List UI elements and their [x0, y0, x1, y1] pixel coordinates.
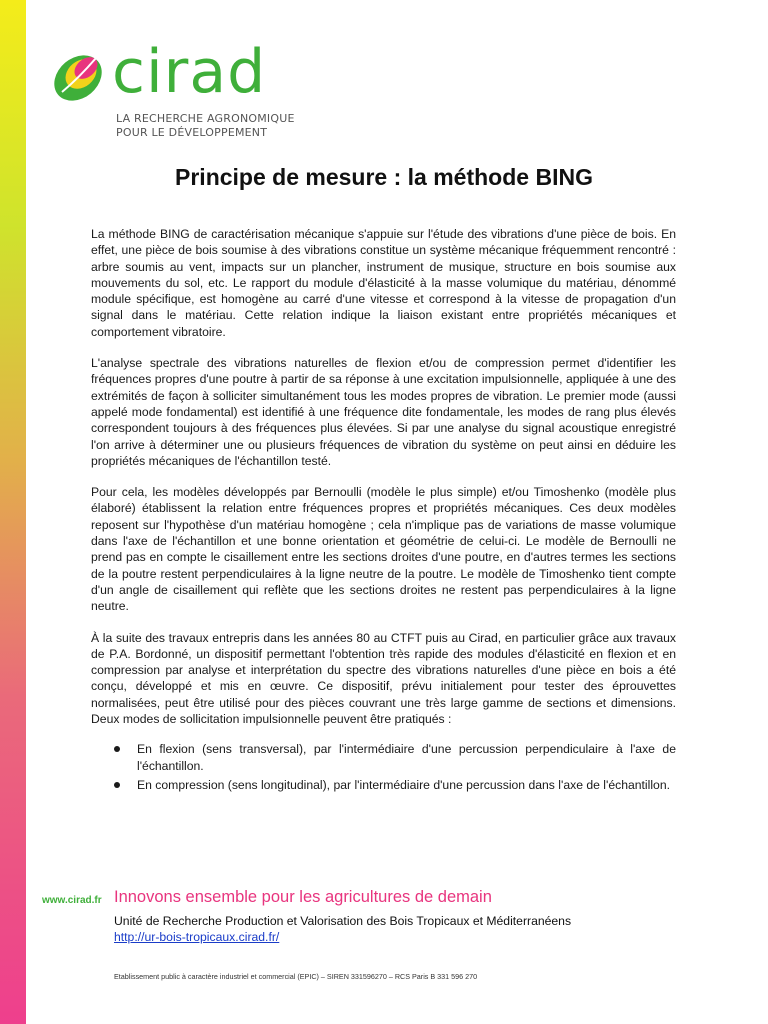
brand-tagline	[116, 112, 316, 140]
cirad-logo	[48, 37, 308, 142]
list-item-text: En flexion (sens transversal), par l'intermédiaire d'une percussion perpendiculaire à l'axe de l'échantillon.	[137, 742, 676, 773]
footer-slogan: Innovons ensemble pour les agricultures de demain	[114, 888, 492, 906]
brand-tagline-line2: POUR LE DÉVELOPPEMENT	[116, 126, 268, 139]
paragraph-history: À la suite des travaux entrepris dans les années 80 au CTFT puis au Cirad, en particulier grâce aux travaux de P.A. Bordonné, un dispositif permettant l'obtention très rapide des modules d'élasticité en flexion et en compression par analyse et interprétation du spectre des vibrations naturelles d'une pièce en bois a été conçu, développé et mis en œuvre. Ce dispositif, prévu initialement pour tester des éprouvettes normalisées, peut être utilisé pour des pièces couvrant une très large gamme de sections et dimensions. Deux modes de sollicitation impulsionnelle peuvent être pratiqués :	[91, 630, 676, 727]
decorative-gradient-bar	[0, 0, 26, 1024]
list-item	[91, 741, 676, 774]
unit-website-link[interactable]: http://ur-bois-tropicaux.cirad.fr/	[114, 930, 280, 944]
paragraph-models: Pour cela, les modèles développés par Bernoulli (modèle le plus simple) et/ou Timoshenko (modèle plus élaboré) établissent la relation entre fréquences propres et propriétés mécaniques. Ces deux modèles reposent sur l'hypothèse d'un matériau homogène ; cela n'implique pas de variations de masse volumique dans l'axe de l'échantillon et une bonne orientation et géométrie de celui-ci. Le modèle de Bernoulli ne prend pas en compte le cisaillement entre les sections droites d'une poutre, en d'autres termes les sections de la poutre restent perpendiculaires à la ligne neutre de la poutre. Le modèle de Timoshenko tient compte d'un angle de cisaillement qui reflète que les sections droites ne restent pas perpendiculaires à la ligne neutre.	[91, 485, 676, 614]
cirad-leaf-icon	[48, 48, 108, 108]
paragraph-spectral-analysis: L'analyse spectrale des vibrations naturelles de flexion et/ou de compression permet d'identifier les fréquences propres d'une poutre à partir de sa réponse à une excitation impulsionnelle, appliquée à une des extrémités de façon à solliciter simultanément tous les modes propres de vibration. Le premier mode (aussi appelé mode fondamental) est identifié à une fréquence dite fondamentale, les modes de rang plus élevés correspondent toujours à des fréquences plus élevées. Si par une analyse du signal acoustique enregistré l'on arrive à déterminer une ou plusieurs fréquences de vibration du système on peut ainsi en déduire les propriétés mécaniques de l'échantillon testé.	[91, 356, 676, 468]
footer-unit-name: Unité de Recherche Production et Valorisation des Bois Tropicaux et Méditerranéens	[114, 914, 572, 928]
solicitation-modes-list	[91, 741, 676, 793]
footer-legal-notice: Etablissement public à caractère industriel et commercial (EPIC) – SIREN 331596270 – RCS Paris B 331 596 270	[114, 972, 478, 981]
page-title: Principe de mesure : la méthode BING	[175, 164, 593, 190]
list-item-text: En compression (sens longitudinal), par l'intermédiaire d'une percussion dans l'axe de l'échantillon.	[137, 777, 670, 792]
list-item	[91, 777, 676, 793]
bullet-icon	[114, 782, 120, 788]
footer-site: www.cirad.fr	[42, 895, 102, 906]
document-body	[91, 226, 676, 796]
paragraph-intro: La méthode BING de caractérisation mécanique s'appuie sur l'étude des vibrations d'une pièce de bois. En effet, une pièce de bois soumise à des vibrations constitue un système mécanique fréquemment rencontré : arbre soumis au vent, impacts sur un plancher, instrument de musique, structure en bois soumise aux mouvements du sol, etc. Le rapport du module d'élasticité à la masse volumique du matériau, dénommé module spécifique, est homogène au carré d'une vitesse et correspond à la vitesse de propagation d'un signal dans le matériau. Cette relation indique la liaison existant entre propriétés mécaniques et comportement vibratoire.	[91, 227, 676, 339]
bullet-icon	[114, 746, 120, 752]
brand-name: cirad	[112, 37, 267, 107]
brand-tagline-line1: LA RECHERCHE AGRONOMIQUE	[116, 112, 295, 125]
